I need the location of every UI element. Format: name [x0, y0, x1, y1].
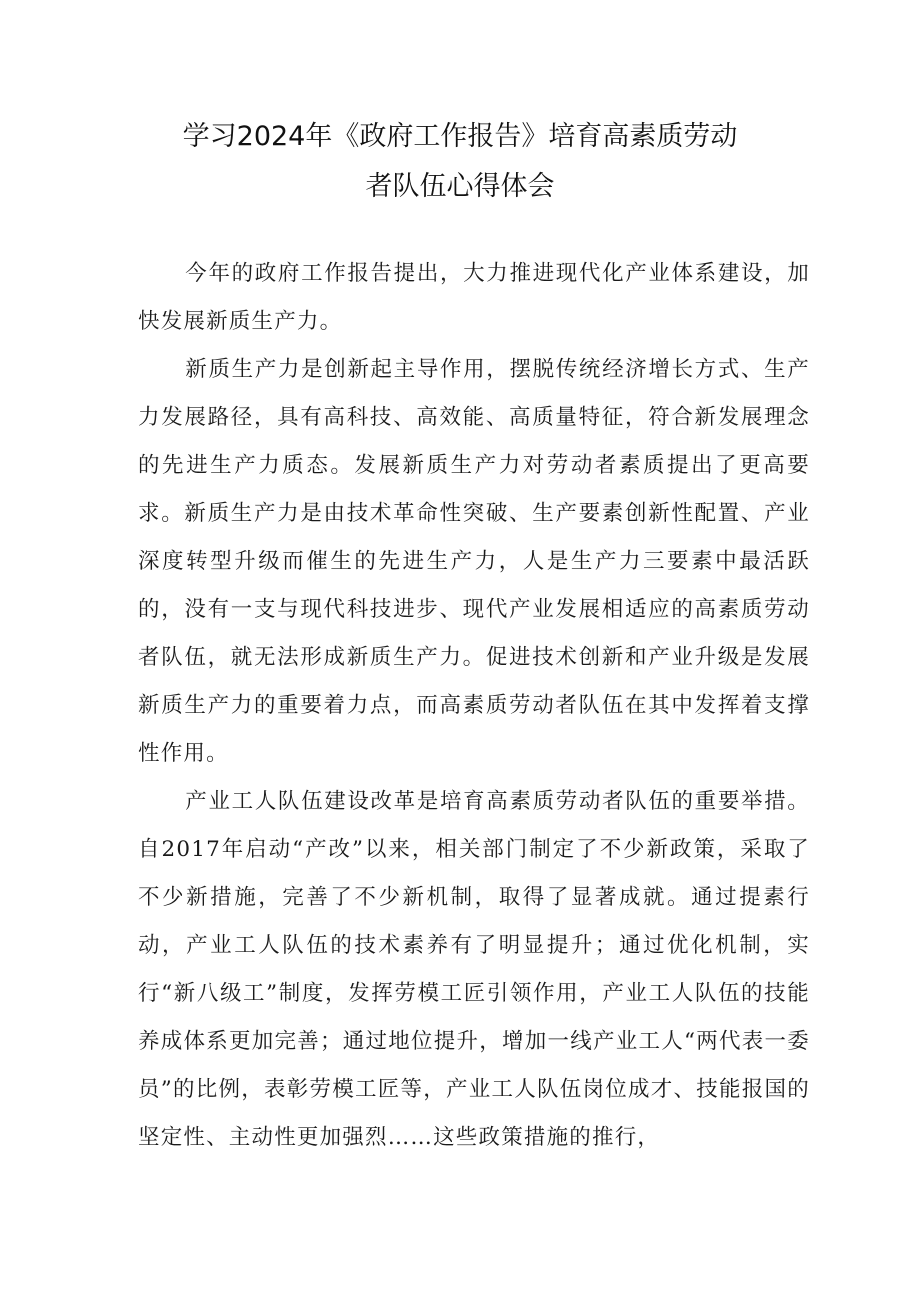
document-body [138, 250, 810, 1162]
paragraph-2: 新质生产力是创新起主导作用，摆脱传统经济增长方式、生产力发展路径，具有高科技、高效能、高质量特征，符合新发展理念的先进生产力质态。发展新质生产力对劳动者素质提出了更高要求。新质生产力是由技术革命性突破、生产要素创新性配置、产业深度转型升级而催生的先进生产力，人是生产力三要素中最活跃的，没有一支与现代科技进步、现代产业发展相适应的高素质劳动者队伍，就无法形成新质生产力。促进技术创新和产业升级是发展新质生产力的重要着力点，而高素质劳动者队伍在其中发挥着支撑性作用。 [138, 357, 810, 766]
title-line-1: 学习2024年《政府工作报告》培育高素质劳动 [182, 121, 738, 152]
title-line-2: 者队伍心得体会 [365, 171, 555, 202]
paragraph-1: 今年的政府工作报告提出，大力推进现代化产业体系建设，加快发展新质生产力。 [138, 261, 810, 334]
paragraph-3: 产业工人队伍建设改革是培育高素质劳动者队伍的重要举措。自2017年启动“产改”以来，相关部门制定了不少新政策，采取了不少新措施，完善了不少新机制，取得了显著成就。通过提素行动，产业工人队伍的技术素养有了明显提升；通过优化机制，实行“新八级工”制度，发挥劳模工匠引领作用，产业工人队伍的技能养成体系更加完善；通过地位提升，增加一线产业工人“两代表一委员”的比例，表彰劳模工匠等，产业工人队伍岗位成才、技能报国的坚定性、主动性更加强烈……这些政策措施的推行， [138, 789, 810, 1150]
document-title [0, 112, 920, 212]
